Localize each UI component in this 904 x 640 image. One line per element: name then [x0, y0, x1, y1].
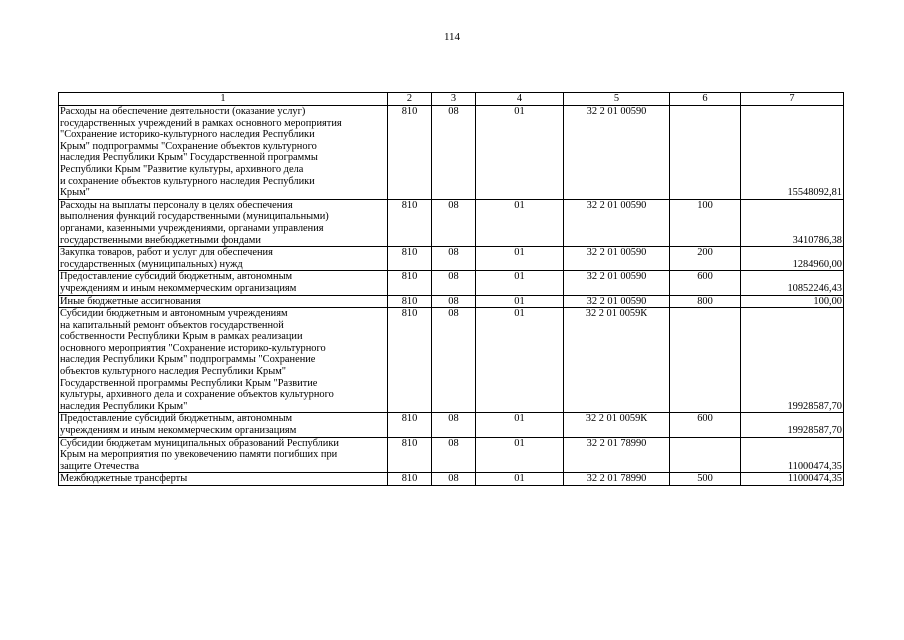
target-article-cell: 32 2 01 78990 [564, 437, 670, 473]
table-row [59, 106, 844, 200]
ministry-code-cell: 810 [388, 247, 432, 271]
ministry-code-cell: 810 [388, 199, 432, 246]
amount-cell: 15548092,81 [741, 106, 844, 200]
section-code-cell: 08 [432, 295, 476, 308]
subsection-code-cell: 01 [476, 247, 564, 271]
expense-name-cell: Субсидии бюджетным и автономным учреждениям на капитальный ремонт объектов государственной собственности Республики Крым в рамках реализации основного мероприятия "Сохранение историко-культурного наследия Республики Крым" подпрограммы "Сохранение объектов культурного наследия Республики Крым" Государственной программы Республики Крым "Развитие культуры, архивного дела и сохранение объектов культурного наследия Республики Крым" [59, 308, 388, 413]
subsection-code-cell: 01 [476, 308, 564, 413]
header-col-6: 6 [670, 93, 741, 106]
expense-name-cell: Предоставление субсидий бюджетным, автономным учреждениям и иным некоммерческим организациям [59, 413, 388, 437]
amount-cell: 10852246,43 [741, 271, 844, 295]
target-article-cell: 32 2 01 00590 [564, 271, 670, 295]
target-article-cell: 32 2 01 00590 [564, 106, 670, 200]
table-row [59, 413, 844, 437]
expense-name-cell: Субсидии бюджетам муниципальных образований Республики Крым на мероприятия по увековечению памяти погибших при защите Отечества [59, 437, 388, 473]
subsection-code-cell: 01 [476, 473, 564, 486]
amount-cell: 1284960,00 [741, 247, 844, 271]
amount-cell: 100,00 [741, 295, 844, 308]
expense-name-cell: Предоставление субсидий бюджетным, автономным учреждениям и иным некоммерческим организациям [59, 271, 388, 295]
section-code-cell: 08 [432, 247, 476, 271]
ministry-code-cell: 810 [388, 271, 432, 295]
subsection-code-cell: 01 [476, 271, 564, 295]
ministry-code-cell: 810 [388, 106, 432, 200]
expense-name-cell: Закупка товаров, работ и услуг для обеспечения государственных (муниципальных) нужд [59, 247, 388, 271]
section-code-cell: 08 [432, 413, 476, 437]
page-number: 114 [443, 31, 461, 43]
amount-cell: 11000474,35 [741, 473, 844, 486]
subsection-code-cell: 01 [476, 199, 564, 246]
amount-cell: 19928587,70 [741, 413, 844, 437]
target-article-cell: 32 2 01 00590 [564, 247, 670, 271]
target-article-cell: 32 2 01 00590 [564, 295, 670, 308]
table-row [59, 247, 844, 271]
ministry-code-cell: 810 [388, 413, 432, 437]
expense-type-cell: 500 [670, 473, 741, 486]
table-header-row [59, 93, 844, 106]
expense-type-cell [670, 308, 741, 413]
header-col-2: 2 [388, 93, 432, 106]
ministry-code-cell: 810 [388, 308, 432, 413]
table-row [59, 437, 844, 473]
expense-type-cell [670, 437, 741, 473]
header-col-3: 3 [432, 93, 476, 106]
ministry-code-cell: 810 [388, 295, 432, 308]
expense-type-cell: 100 [670, 199, 741, 246]
expense-name-cell: Межбюджетные трансферты [59, 473, 388, 486]
section-code-cell: 08 [432, 437, 476, 473]
table-row [59, 308, 844, 413]
expense-name-cell: Расходы на выплаты персоналу в целях обеспечения выполнения функций государственными (муниципальными) органами, казенными учреждениями, органами управления государственными внебюджетными фондами [59, 199, 388, 246]
expense-type-cell: 200 [670, 247, 741, 271]
section-code-cell: 08 [432, 308, 476, 413]
expense-name-cell: Иные бюджетные ассигнования [59, 295, 388, 308]
subsection-code-cell: 01 [476, 437, 564, 473]
expense-type-cell: 800 [670, 295, 741, 308]
table-row [59, 295, 844, 308]
header-col-5: 5 [564, 93, 670, 106]
amount-cell: 3410786,38 [741, 199, 844, 246]
header-col-1: 1 [59, 93, 388, 106]
expense-name-cell: Расходы на обеспечение деятельности (оказание услуг) государственных учреждений в рамках основного мероприятия "Сохранение историко-культурного наследия Республики Крым" подпрограммы "Сохранение объектов культурного наследия Республики Крым" Государственной программы Республики Крым "Развитие культуры, архивного дела и сохранение объектов культурного наследия Республики Крым" [59, 106, 388, 200]
subsection-code-cell: 01 [476, 106, 564, 200]
header-col-4: 4 [476, 93, 564, 106]
budget-table [58, 92, 844, 486]
ministry-code-cell: 810 [388, 437, 432, 473]
expense-type-cell: 600 [670, 413, 741, 437]
ministry-code-cell: 810 [388, 473, 432, 486]
table-row [59, 271, 844, 295]
target-article-cell: 32 2 01 0059К [564, 413, 670, 437]
amount-cell: 19928587,70 [741, 308, 844, 413]
subsection-code-cell: 01 [476, 413, 564, 437]
section-code-cell: 08 [432, 473, 476, 486]
amount-cell: 11000474,35 [741, 437, 844, 473]
section-code-cell: 08 [432, 199, 476, 246]
target-article-cell: 32 2 01 78990 [564, 473, 670, 486]
table-row [59, 199, 844, 246]
table-row [59, 473, 844, 486]
target-article-cell: 32 2 01 0059К [564, 308, 670, 413]
expense-type-cell [670, 106, 741, 200]
expense-type-cell: 600 [670, 271, 741, 295]
target-article-cell: 32 2 01 00590 [564, 199, 670, 246]
header-col-7: 7 [741, 93, 844, 106]
section-code-cell: 08 [432, 106, 476, 200]
subsection-code-cell: 01 [476, 295, 564, 308]
section-code-cell: 08 [432, 271, 476, 295]
